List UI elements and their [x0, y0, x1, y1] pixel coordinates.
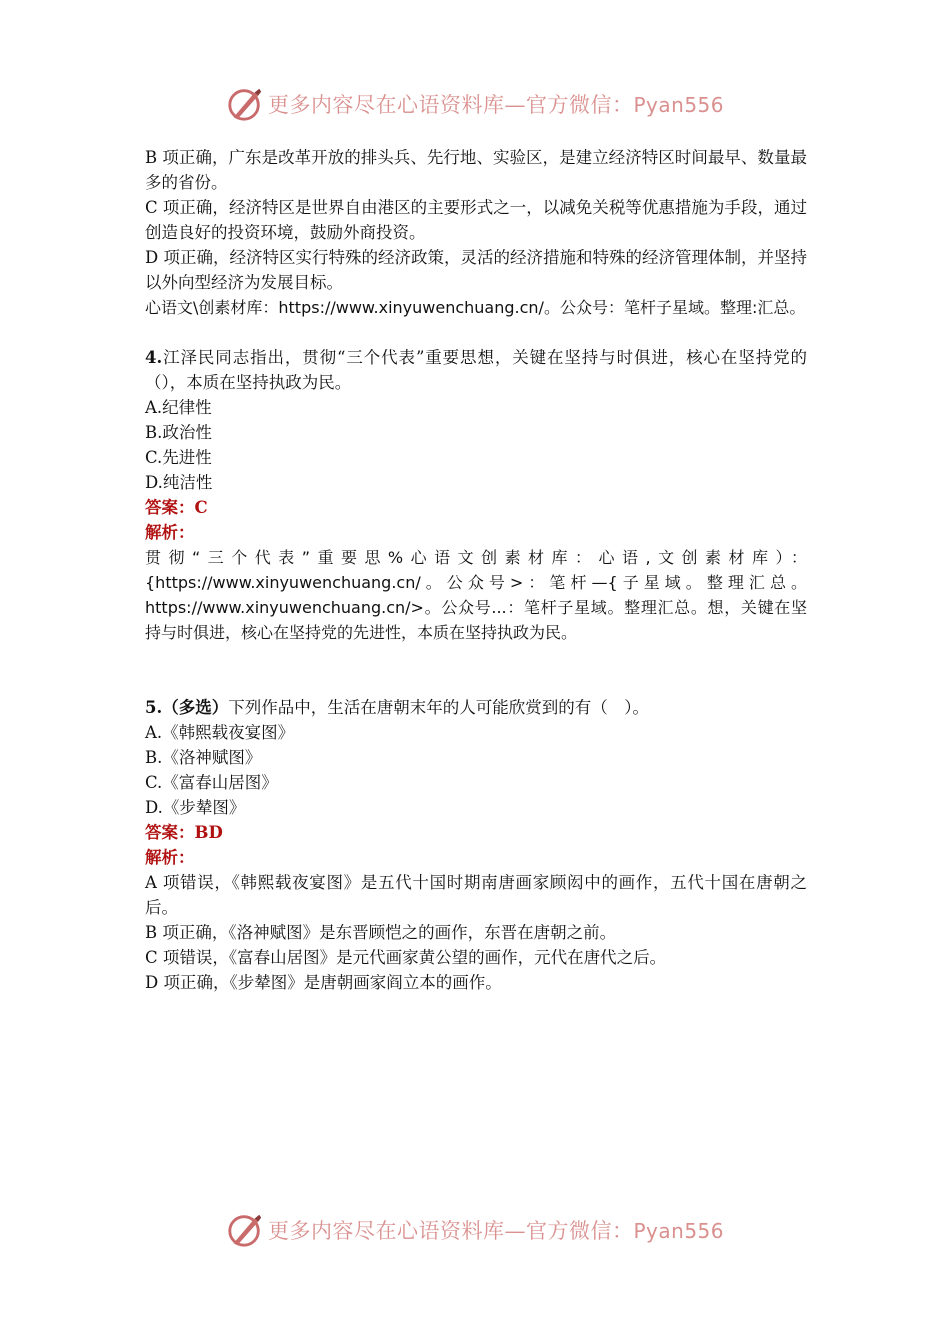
q4-number: 4. — [145, 348, 163, 367]
banner-text: 更多内容尽在心语资料库—官方微信：Pyan556 — [267, 93, 724, 117]
q5-option-d: D.《步辇图》 — [145, 798, 246, 817]
q5-option-b: B.《洛神赋图》 — [145, 748, 262, 767]
source-note: 心语文\创素材库：https://www.xinyuwenchuang.cn/。公众号：笔杆子星域。整理:汇总。 — [145, 298, 806, 317]
q4-analysis: 贯彻“三个代表”重要思%心语文创素材库：心语,文创素材库）：{https://www.xinyuwenchuang.cn/。公众号>：笔杆—{子星域。整理汇总。https://www.xinyuwenchuang.cn/>。公众号...：笔杆子星域。整理汇总。想，关键在坚持与时俱进，核心在坚持党的先进性，本质在坚持执政为民。 — [145, 548, 807, 642]
q4-answer: 答案：C — [145, 498, 208, 517]
wechat-id: Pyan556 — [633, 1219, 724, 1243]
q4-stem: 4.江泽民同志指出，贯彻“三个代表”重要思想，关键在坚持与时俱进，核心在坚持党的（），本质在坚持执政为民。 — [145, 348, 807, 392]
q4-option-a: A.纪律性 — [145, 398, 212, 417]
q5-analysis-b: B 项正确，《洛神赋图》是东晋顾恺之的画作，东晋在唐朝之前。 — [145, 923, 617, 942]
pen-logo-icon — [226, 85, 264, 123]
q4-option-c: C.先进性 — [145, 448, 212, 467]
q5-tag: （多选） — [162, 698, 229, 717]
q5-option-a: A.《韩熙载夜宴图》 — [145, 723, 295, 742]
q5-number: 5. — [145, 698, 163, 717]
q5-option-c: C.《富春山居图》 — [145, 773, 278, 792]
q5-analysis-label: 解析： — [145, 848, 195, 867]
footer-banner — [0, 1208, 950, 1252]
q4-option-b: B.政治性 — [145, 423, 212, 442]
q5-analysis-c: C 项错误，《富春山居图》是元代画家黄公望的画作，元代在唐代之后。 — [145, 948, 667, 967]
q4-analysis-label: 解析： — [145, 523, 195, 542]
q5-answer: 答案：BD — [145, 823, 223, 842]
q5-stem: 5.（多选）下列作品中，生活在唐朝末年的人可能欣赏到的有（ ）。 — [145, 698, 649, 717]
wechat-id: Pyan556 — [633, 93, 724, 117]
document-body — [145, 145, 807, 995]
q3-option-b-analysis: B 项正确，广东是改革开放的排头兵、先行地、实验区，是建立经济特区时间最早、数量最多的省份。 — [145, 148, 807, 192]
q5-analysis-d: D 项正确，《步辇图》是唐朝画家阎立本的画作。 — [145, 973, 502, 992]
q3-option-c-analysis: C 项正确，经济特区是世界自由港区的主要形式之一，以减免关税等优惠措施为手段，通过创造良好的投资环境，鼓励外商投资。 — [145, 198, 807, 242]
q5-analysis-a: A 项错误，《韩熙载夜宴图》是五代十国时期南唐画家顾闳中的画作，五代十国在唐朝之后。 — [145, 873, 807, 917]
banner-text: 更多内容尽在心语资料库—官方微信：Pyan556 — [267, 1219, 724, 1243]
q4-option-d: D.纯洁性 — [145, 473, 213, 492]
pen-logo-icon — [226, 1211, 264, 1249]
q3-option-d-analysis: D 项正确，经济特区实行特殊的经济政策，灵活的经济措施和特殊的经济管理体制，并坚持以外向型经济为发展目标。 — [145, 248, 807, 292]
header-banner — [0, 82, 950, 126]
